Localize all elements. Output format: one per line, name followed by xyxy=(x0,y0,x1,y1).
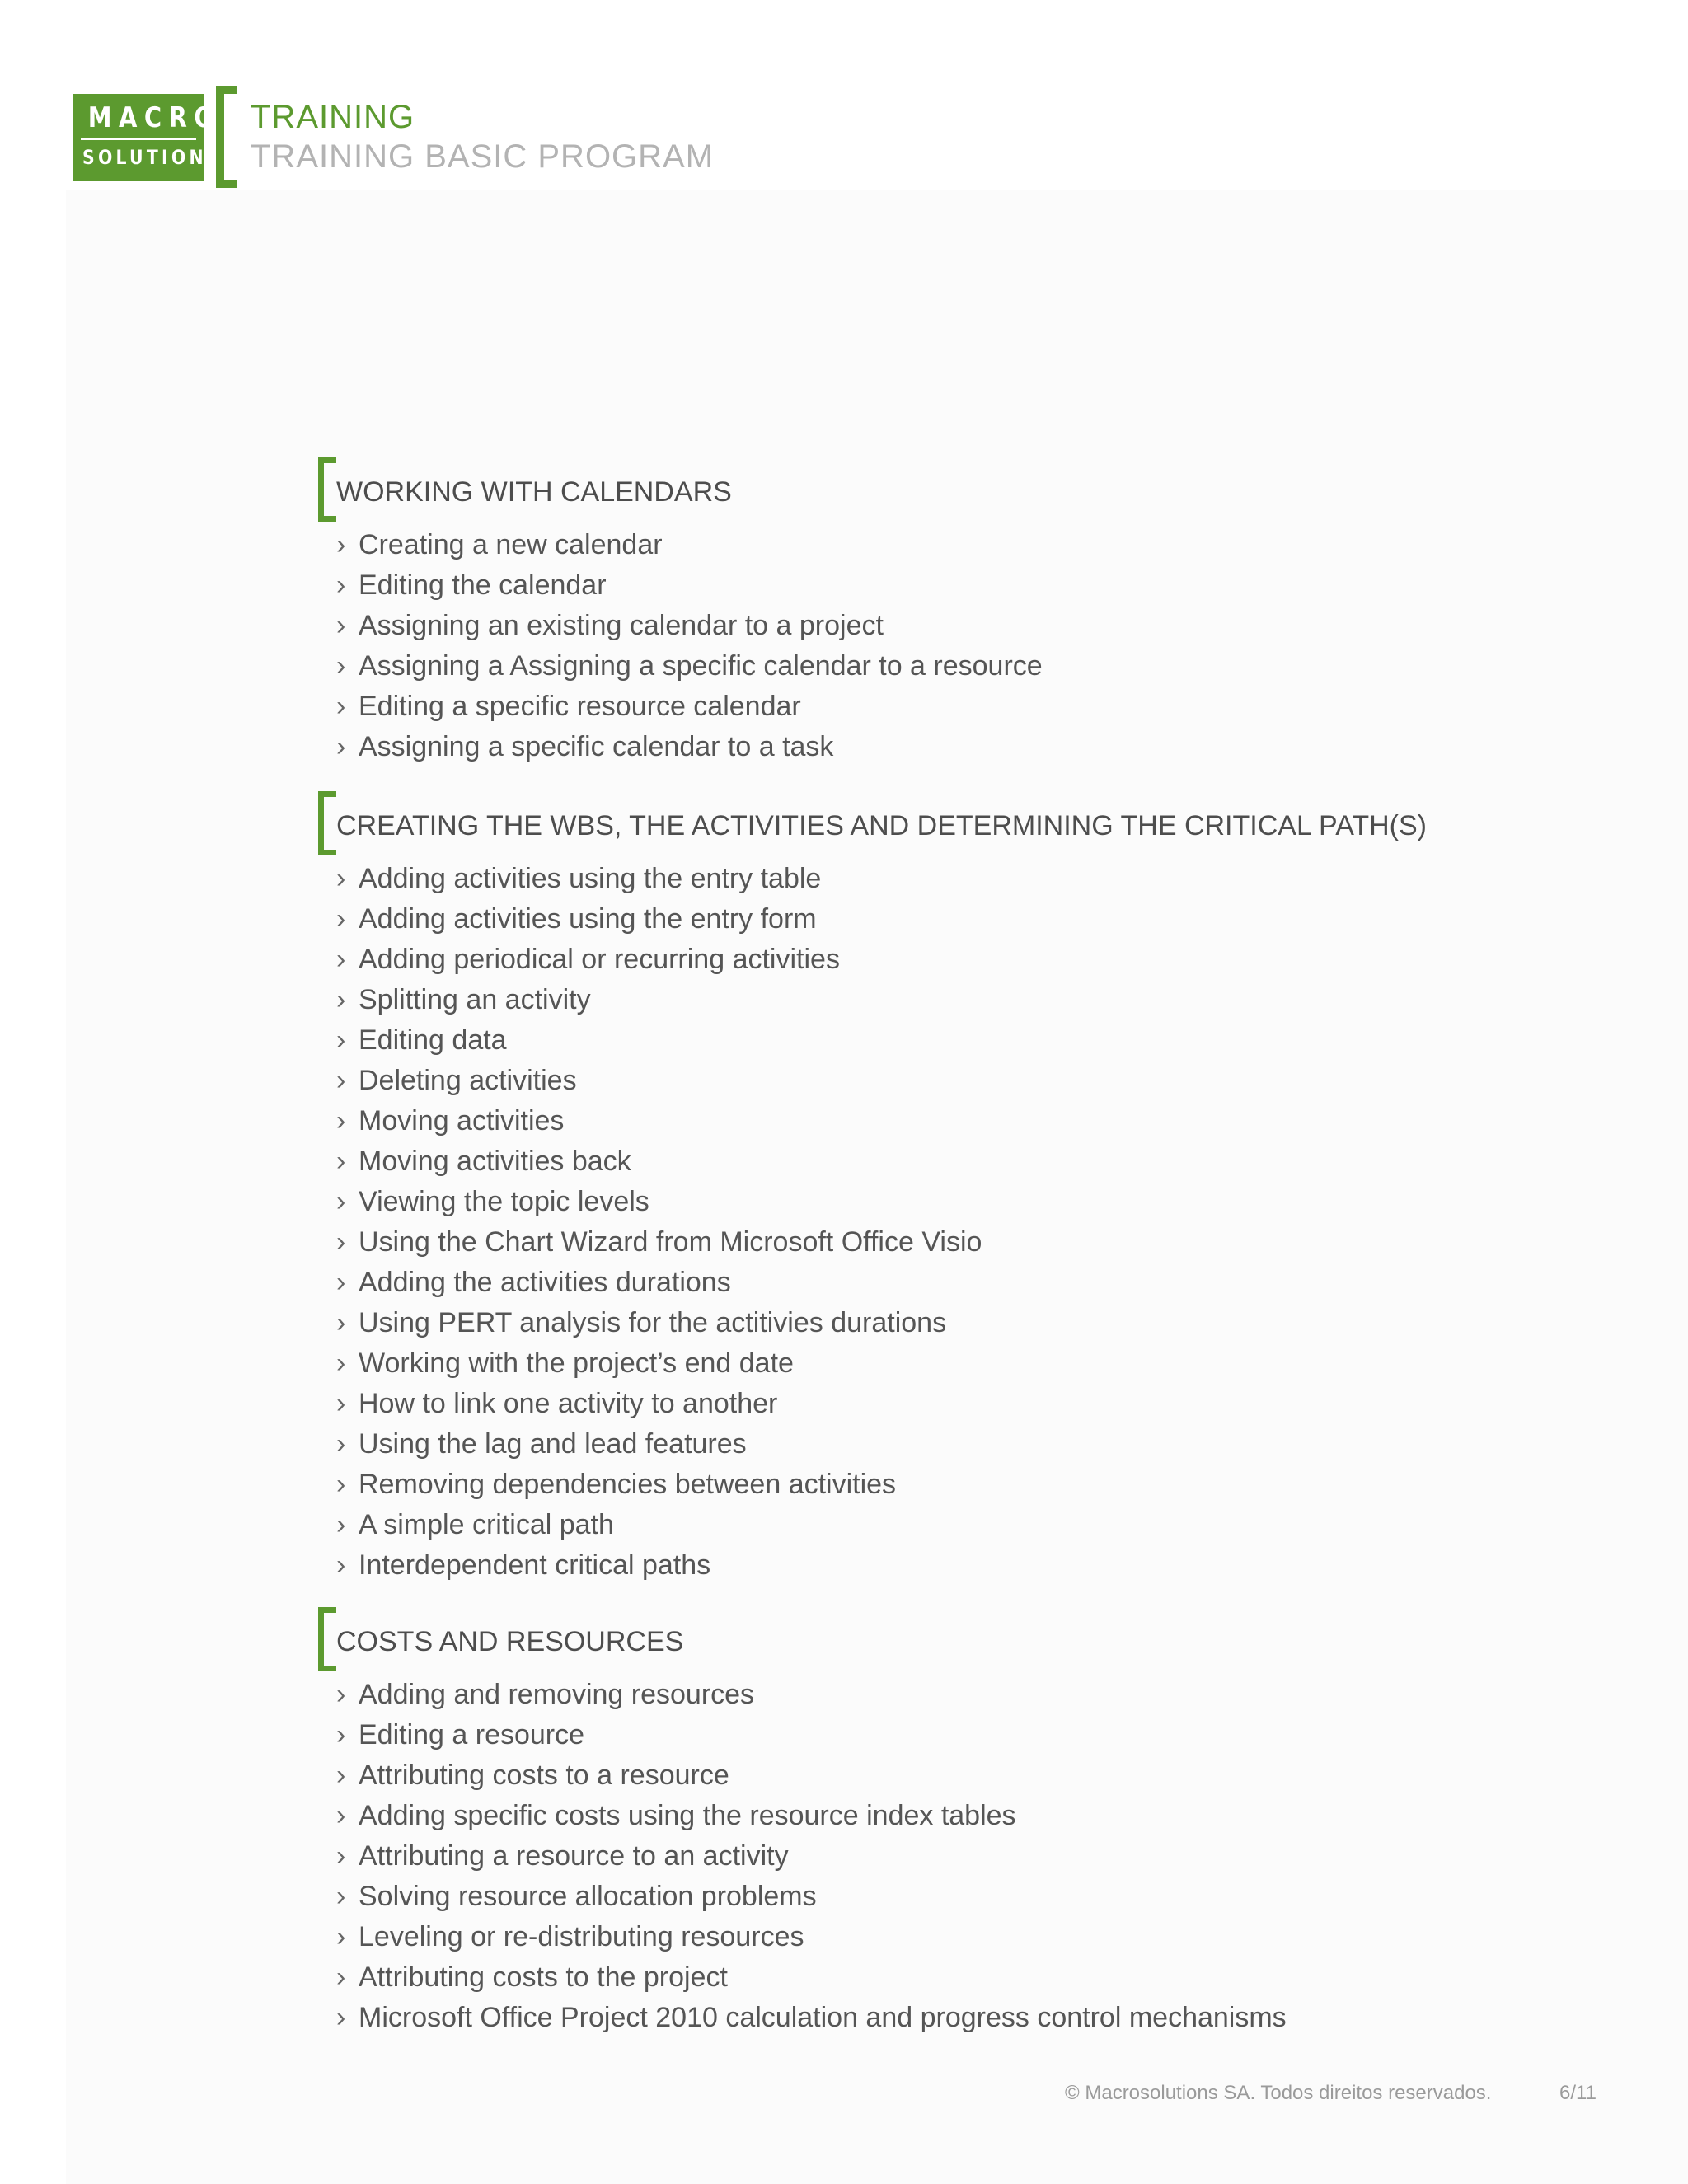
header-bracket-icon xyxy=(216,86,237,188)
chevron-right-icon: › xyxy=(336,1840,346,1872)
list-item-text: Moving activities xyxy=(359,1105,565,1137)
list-item-text: Splitting an activity xyxy=(359,984,591,1015)
chevron-right-icon: › xyxy=(336,731,346,762)
header-subtitle: TRAINING BASIC PROGRAM xyxy=(251,138,715,175)
list-item-text: Moving activities back xyxy=(359,1146,631,1177)
list-item-text: Assigning a specific calendar to a task xyxy=(359,731,834,762)
list-item xyxy=(336,565,1043,606)
list-item xyxy=(336,1715,1287,1755)
list-item-text: Viewing the topic levels xyxy=(359,1186,649,1217)
chevron-right-icon: › xyxy=(336,1065,346,1096)
list-item-text: Attributing a resource to an activity xyxy=(359,1840,789,1872)
list-item-text: Adding periodical or recurring activities xyxy=(359,944,840,975)
list-item-text: A simple critical path xyxy=(359,1509,614,1540)
list-item-text: Assigning an existing calendar to a project xyxy=(359,610,884,641)
list-item xyxy=(336,1505,982,1545)
list-item-text: Adding activities using the entry form xyxy=(359,903,817,935)
chevron-right-icon: › xyxy=(336,984,346,1015)
list-item-text: Leveling or re-distributing resources xyxy=(359,1921,804,1952)
list-item xyxy=(336,1957,1287,1998)
chevron-right-icon: › xyxy=(336,1267,346,1298)
list-item xyxy=(336,1384,982,1424)
chevron-right-icon: › xyxy=(336,1146,346,1177)
list-item xyxy=(336,687,1043,727)
section-item-list xyxy=(336,859,982,1586)
list-item xyxy=(336,606,1043,646)
list-item xyxy=(336,525,1043,565)
list-item xyxy=(336,859,982,899)
list-item-text: Using the lag and lead features xyxy=(359,1428,747,1460)
list-item-text: Solving resource allocation problems xyxy=(359,1881,817,1912)
list-item-text: Attributing costs to a resource xyxy=(359,1760,729,1791)
logo-line-2: SOLUTIONS xyxy=(82,146,223,169)
list-item xyxy=(336,1101,982,1141)
chevron-right-icon: › xyxy=(336,691,346,722)
chevron-right-icon: › xyxy=(336,650,346,682)
section-bracket-icon xyxy=(318,791,336,855)
list-item xyxy=(336,727,1043,767)
chevron-right-icon: › xyxy=(336,1921,346,1952)
list-item-text: Editing data xyxy=(359,1024,507,1056)
list-item xyxy=(336,980,982,1020)
list-item-text: Working with the project’s end date xyxy=(359,1347,794,1379)
list-item xyxy=(336,1141,982,1182)
section-title: CREATING THE WBS, THE ACTIVITIES AND DETERMINING THE CRITICAL PATH(S) xyxy=(336,810,1427,841)
section-item-list xyxy=(336,525,1043,767)
list-item-text: Adding and removing resources xyxy=(359,1679,755,1710)
chevron-right-icon: › xyxy=(336,1186,346,1217)
list-item-text: Microsoft Office Project 2010 calculation and progress control mechanisms xyxy=(359,2002,1287,2033)
chevron-right-icon: › xyxy=(336,529,346,560)
list-item xyxy=(336,1675,1287,1715)
list-item-text: Adding specific costs using the resource index tables xyxy=(359,1800,1016,1831)
chevron-right-icon: › xyxy=(336,610,346,641)
list-item xyxy=(336,1222,982,1263)
section-title: COSTS AND RESOURCES xyxy=(336,1626,684,1657)
list-item xyxy=(336,1424,982,1465)
chevron-right-icon: › xyxy=(336,1719,346,1750)
chevron-right-icon: › xyxy=(336,1800,346,1831)
list-item xyxy=(336,1343,982,1384)
logo-divider xyxy=(81,138,196,140)
list-item xyxy=(336,1796,1287,1836)
list-item xyxy=(336,646,1043,687)
list-item-text: Editing a resource xyxy=(359,1719,585,1750)
list-item-text: Removing dependencies between activities xyxy=(359,1469,897,1500)
list-item xyxy=(336,1182,982,1222)
logo-line-1: MACRO xyxy=(87,101,222,134)
list-item xyxy=(336,1755,1287,1796)
chevron-right-icon: › xyxy=(336,1881,346,1912)
list-item-text: Deleting activities xyxy=(359,1065,577,1096)
list-item-text: Creating a new calendar xyxy=(359,529,663,560)
chevron-right-icon: › xyxy=(336,1428,346,1460)
chevron-right-icon: › xyxy=(336,1679,346,1710)
chevron-right-icon: › xyxy=(336,1509,346,1540)
list-item-text: Adding the activities durations xyxy=(359,1267,731,1298)
header-title: TRAINING xyxy=(251,99,415,135)
list-item-text: Assigning a Assigning a specific calendar to a resource xyxy=(359,650,1043,682)
list-item xyxy=(336,1836,1287,1877)
chevron-right-icon: › xyxy=(336,2002,346,2033)
list-item-text: Using PERT analysis for the actitivies durations xyxy=(359,1307,947,1338)
chevron-right-icon: › xyxy=(336,1226,346,1258)
section-item-list xyxy=(336,1675,1287,2038)
list-item-text: Attributing costs to the project xyxy=(359,1961,728,1993)
section-bracket-icon xyxy=(318,1607,336,1671)
list-item-text: Editing the calendar xyxy=(359,569,607,601)
chevron-right-icon: › xyxy=(336,1961,346,1993)
list-item xyxy=(336,1303,982,1343)
section-title: WORKING WITH CALENDARS xyxy=(336,476,732,508)
list-item xyxy=(336,1877,1287,1917)
chevron-right-icon: › xyxy=(336,569,346,601)
chevron-right-icon: › xyxy=(336,903,346,935)
list-item-text: Editing a specific resource calendar xyxy=(359,691,801,722)
list-item xyxy=(336,1020,982,1061)
list-item xyxy=(336,940,982,980)
list-item xyxy=(336,899,982,940)
section-bracket-icon xyxy=(318,457,336,522)
chevron-right-icon: › xyxy=(336,1024,346,1056)
chevron-right-icon: › xyxy=(336,863,346,894)
chevron-right-icon: › xyxy=(336,944,346,975)
footer-copyright: © Macrosolutions SA. Todos direitos reservados. xyxy=(1065,2082,1492,2104)
chevron-right-icon: › xyxy=(336,1307,346,1338)
list-item-text: Adding activities using the entry table xyxy=(359,863,822,894)
list-item-text: Using the Chart Wizard from Microsoft Office Visio xyxy=(359,1226,982,1258)
list-item-text: Interdependent critical paths xyxy=(359,1549,711,1581)
list-item xyxy=(336,1263,982,1303)
list-item xyxy=(336,1545,982,1586)
list-item xyxy=(336,1998,1287,2038)
company-logo xyxy=(73,94,223,181)
chevron-right-icon: › xyxy=(336,1760,346,1791)
chevron-right-icon: › xyxy=(336,1549,346,1581)
list-item-text: How to link one activity to another xyxy=(359,1388,778,1419)
chevron-right-icon: › xyxy=(336,1347,346,1379)
chevron-right-icon: › xyxy=(336,1388,346,1419)
chevron-right-icon: › xyxy=(336,1105,346,1137)
list-item xyxy=(336,1465,982,1505)
page-number: 6/11 xyxy=(1559,2082,1597,2104)
list-item xyxy=(336,1061,982,1101)
list-item xyxy=(336,1917,1287,1957)
chevron-right-icon: › xyxy=(336,1469,346,1500)
